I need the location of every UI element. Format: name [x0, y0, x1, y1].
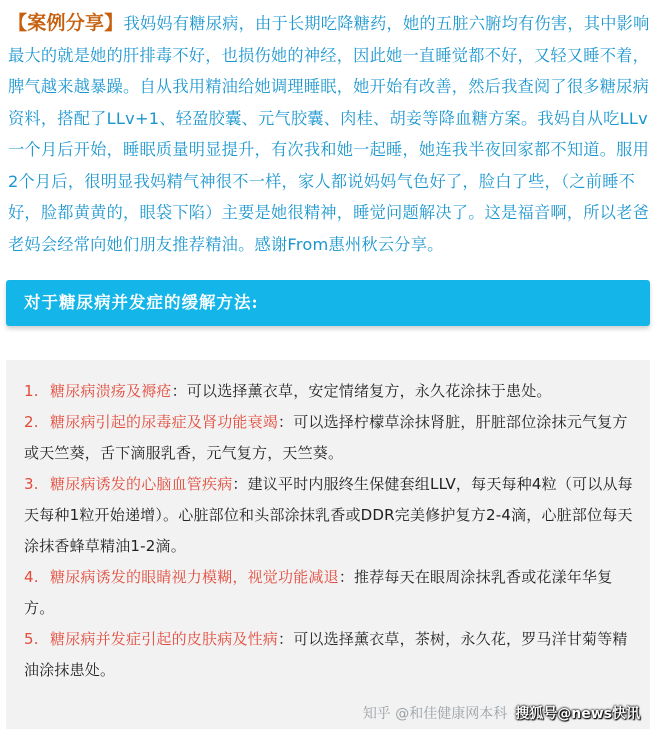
methods-panel — [6, 360, 650, 729]
zhihu-watermark: 知乎 @和佳健康网本科 — [362, 706, 508, 722]
method-heading: 糖尿病引起的尿毒症及肾功能衰竭 — [50, 413, 279, 431]
sohu-watermark: 搜狐号@news快讯 — [515, 706, 640, 722]
method-body: ：可以选择薰衣草，安定情绪复方，永久花涂抹于患处。 — [171, 382, 552, 400]
section-banner — [6, 280, 650, 326]
method-heading: 糖尿病并发症引起的皮肤病及性病 — [50, 630, 279, 648]
method-number: 4. — [24, 568, 39, 586]
method-item — [24, 469, 638, 562]
case-story — [8, 8, 654, 260]
method-item — [24, 407, 638, 469]
section-title: 对于糖尿病并发症的缓解方法: — [24, 293, 259, 312]
method-number: 3. — [24, 475, 39, 493]
method-number: 1. — [24, 382, 39, 400]
method-item — [24, 562, 638, 624]
method-item — [24, 376, 638, 407]
method-heading: 糖尿病溃疡及褥疮 — [50, 382, 172, 400]
method-number: 2. — [24, 413, 39, 431]
method-body: ：建议平时内服终生保健套组LLV，每天每种4粒（可以从每天每种1粒开始递增）。心脏部位和头部涂抹乳香或DDR完美修护复方2-4滴，心脏部位每天涂抹香蜂草精油1-2滴。 — [24, 475, 633, 555]
methods-list — [6, 360, 650, 686]
method-body: ：可以选择柠檬草涂抹肾脏，肝脏部位涂抹元气复方或天竺葵，舌下滴服乳香，元气复方，天竺葵。 — [24, 413, 628, 462]
case-share-tag: 【案例分享】 — [8, 12, 124, 34]
method-number: 5. — [24, 630, 39, 648]
method-heading: 糖尿病诱发的眼睛视力模糊，视觉功能减退 — [50, 568, 339, 586]
case-story-text: 我妈妈有糖尿病，由于长期吃降糖药，她的五脏六腑均有伤害，其中影响最大的就是她的肝排毒不好，也损伤她的神经，因此她一直睡觉都不好，又轻又睡不着，脾气越来越暴躁。自从我用精油给她调理睡眠，她开始有改善，然后我查阅了很多糖尿病资料，搭配了LLv+1、轻盈胶囊、元气胶囊、肉桂、胡妾等降血糖方案。我妈自从吃LLv一个月后开始，睡眠质量明显提升，有次我和她一起睡，她连我半夜回家都不知道。服用2个月后，很明显我妈精气神很不一样，家人都说妈妈气色好了，脸白了些，（之前睡不好，脸都黄黄的，眼袋下陷）主要是她很精神，睡觉问题解决了。这是福音啊，所以老爸老妈会经常向她们朋友推荐精油。感谢From惠州秋云分享。 — [8, 14, 650, 254]
method-heading: 糖尿病诱发的心脑血管疾病 — [50, 475, 233, 493]
method-body: ：推荐每天在眼周涂抹乳香或花漾年华复方。 — [24, 568, 613, 617]
method-item — [24, 624, 638, 686]
watermark — [363, 703, 640, 723]
method-body: ：可以选择薰衣草，茶树，永久花，罗马洋甘菊等精油涂抹患处。 — [24, 630, 628, 679]
